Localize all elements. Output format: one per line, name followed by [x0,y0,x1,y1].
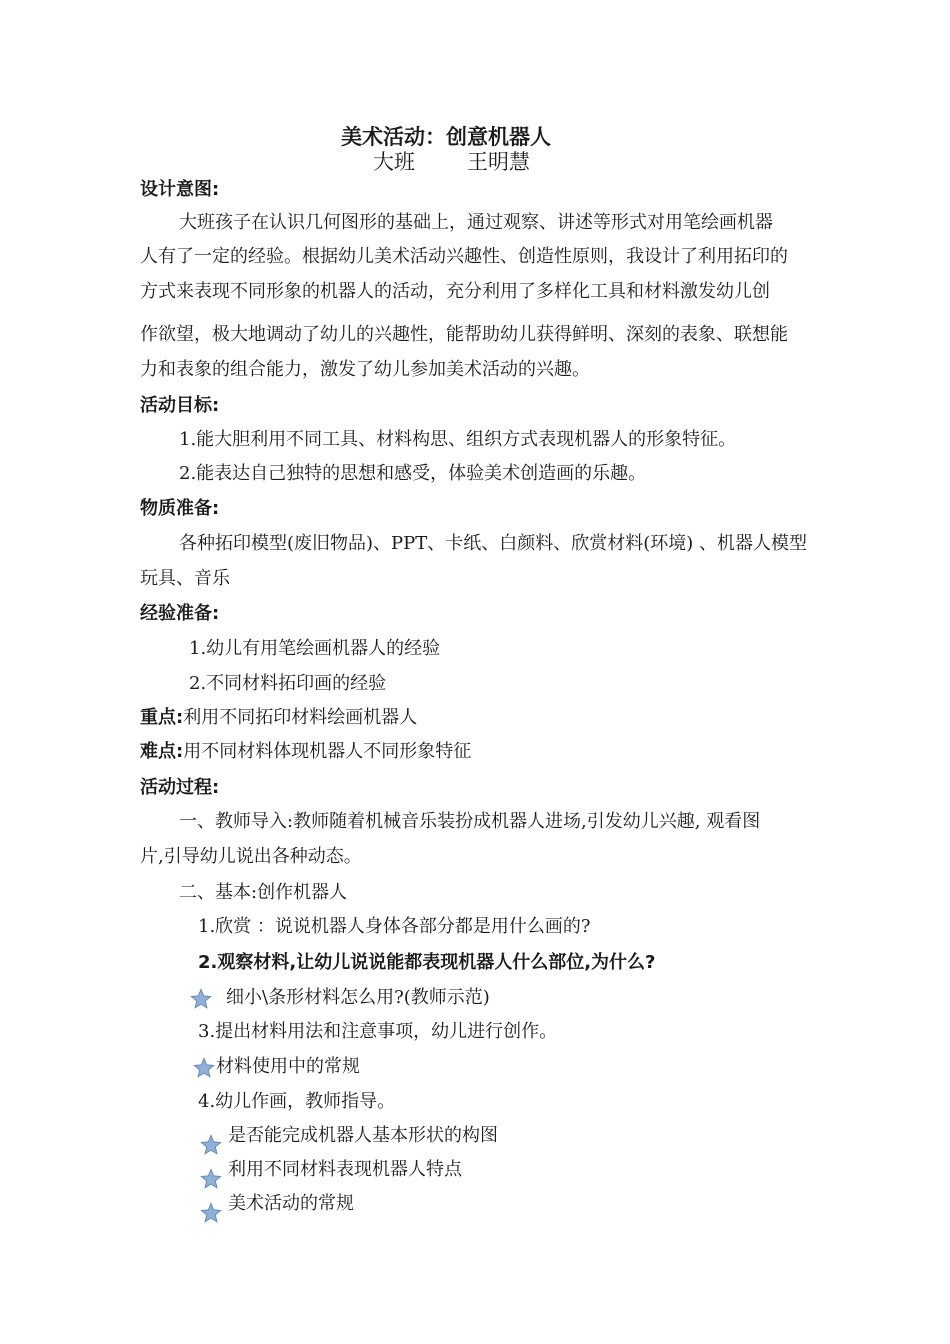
design-intent-heading: 设计意图: [140,179,220,200]
star-bullet-icon [200,1202,222,1224]
experience-heading: 经验准备: [140,603,220,624]
key-point-label: 重点: [140,707,184,728]
materials-line: 玩具、音乐 [140,568,230,589]
process-part2: 二、基本:创作机器人 [179,882,348,903]
process-intro-line: 片,引导幼儿说出各种动态。 [140,846,362,867]
difficulty-label: 难点: [140,741,184,762]
star-bullet-icon [200,1134,222,1156]
star-bullet-icon [193,1057,215,1079]
paragraph-line: 方式来表现不同形象的机器人的活动，充分利用了多样化工具和材料激发幼儿创 [140,281,770,302]
paragraph-line: 大班孩子在认识几何图形的基础上，通过观察、讲述等形式对用笔绘画机器 [179,212,773,233]
process-step-2: 2.观察材料,让幼儿说说能都表现机器人什么部位,为什么? [198,952,656,973]
process-bullet-5: 美术活动的常规 [228,1193,354,1214]
star-bullet-icon [200,1168,222,1190]
experience-item: 2.不同材料拓印画的经验 [189,673,387,694]
goal-item: 2.能表达自己独特的思想和感受，体验美术创造画的乐趣。 [179,463,647,484]
key-point-line [140,706,417,730]
process-heading: 活动过程: [140,777,220,798]
process-step-1: 1.欣赏 ：说说机器人身体各部分都是用什么画的? [198,916,591,937]
goal-item: 1.能大胆利用不同工具、材料构思、组织方式表现机器人的形象特征。 [179,429,737,450]
page-title: 美术活动：创意机器人 [341,125,551,149]
materials-line: 各种拓印模型(废旧物品)、PPT、卡纸、白颜料、欣赏材料(环境) 、机器人模型 [179,533,808,554]
process-step-4: 4.幼儿作画，教师指导。 [198,1091,396,1112]
class-teacher-line [373,149,530,175]
class-name: 大班 [373,150,415,174]
difficulty-text: 用不同材料体现机器人不同形象特征 [183,741,472,762]
materials-heading: 物质准备: [140,498,220,519]
paragraph-line: 人有了一定的经验。根据幼儿美术活动兴趣性、创造性原则，我设计了利用拓印的 [140,246,788,267]
process-bullet-2: 材料使用中的常规 [216,1056,360,1077]
paragraph-line: 作欲望，极大地调动了幼儿的兴趣性，能帮助幼儿获得鲜明、深刻的表象、联想能 [140,324,788,345]
process-bullet-3: 是否能完成机器人基本形状的构图 [228,1125,498,1146]
paragraph-line: 力和表象的组合能力，激发了幼儿参加美术活动的兴趣。 [140,359,590,380]
key-point-text: 利用不同拓印材料绘画机器人 [183,707,418,728]
teacher-name: 王明慧 [467,150,530,174]
goals-heading: 活动目标: [140,395,220,416]
difficulty-line [140,740,471,764]
process-bullet-4: 利用不同材料表现机器人特点 [228,1159,462,1180]
process-bullet-1: 细小\条形材料怎么用?(教师示范) [226,987,490,1008]
process-intro-line: 一、教师导入:教师随着机械音乐装扮成机器人进场,引发幼儿兴趣, 观看图 [179,811,761,832]
experience-item: 1.幼儿有用笔绘画机器人的经验 [189,638,441,659]
process-step-3: 3.提出材料用法和注意事项，幼儿进行创作。 [198,1021,558,1042]
star-bullet-icon [190,988,212,1010]
